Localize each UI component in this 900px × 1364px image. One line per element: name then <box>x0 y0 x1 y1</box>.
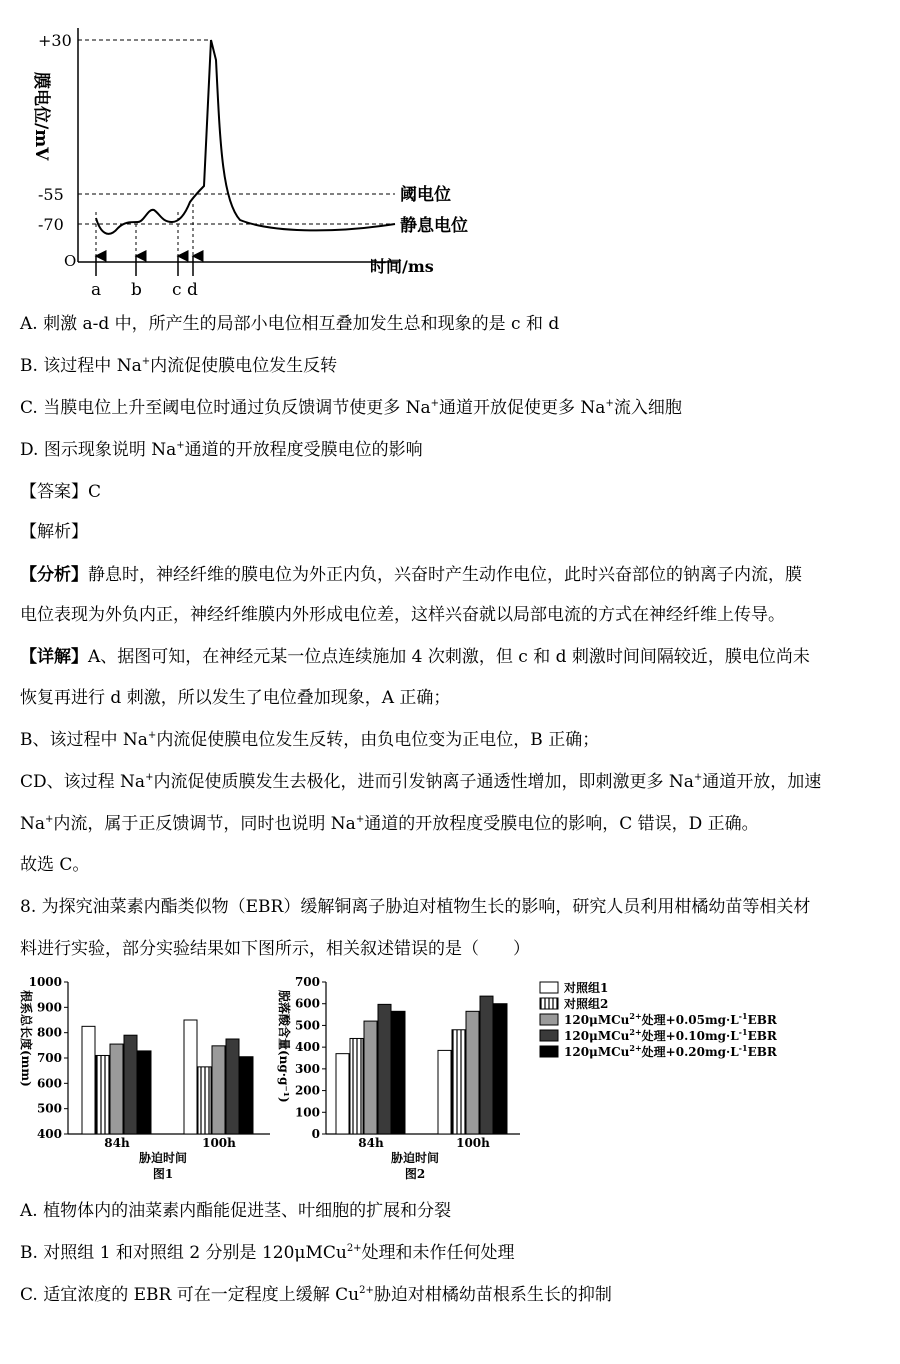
chart-aba-content <box>277 975 520 1181</box>
q7-option-b: B. 该过程中 Na+内流促使膜电位发生反转 <box>20 356 338 376</box>
chart2-ytick-label: 500 <box>294 1018 320 1033</box>
q8-option-a: A. 植物体内的油菜素内酯能促进茎、叶细胞的扩展和分裂 <box>20 1201 452 1221</box>
q8-stem-2: 料进行实验，部分实验结果如下图所示，相关叙述错误的是（ ） <box>20 939 530 959</box>
chart2-bar <box>438 1050 451 1134</box>
q7-fenxi-1: 【分析】静息时，神经纤维的膜电位为外正内负，兴奋时产生动作电位，此时兴奋部位的钠离子内流，膜 <box>20 565 802 585</box>
threshold-label: 阈电位 <box>400 185 451 205</box>
chart2-ytick-label: 600 <box>294 996 320 1011</box>
chart1-ytick-label: 800 <box>36 1025 62 1040</box>
legend-swatch <box>540 982 558 993</box>
legend-label: 120μMCu$^{2+}$处理$+0.10mg\cdot L^{-1}EBR$ <box>564 1027 777 1043</box>
chart1-xlabel: 胁迫时间 <box>138 1151 188 1165</box>
chart2-bar <box>350 1038 363 1134</box>
chart-legend <box>540 980 778 1059</box>
chart2-bar <box>336 1054 349 1134</box>
chart1-ytick-label: 900 <box>36 1000 62 1015</box>
chart1-category-label: 84h <box>104 1136 130 1150</box>
chart1-ytick-label: 700 <box>36 1051 62 1065</box>
origin-label: O <box>64 252 77 270</box>
chart2-ytick-label: 300 <box>294 1061 320 1076</box>
chart1-category-label: 100h <box>202 1136 236 1150</box>
x-axis-label: 时间/ms <box>370 257 434 276</box>
q7-option-d: D. 图示现象说明 Na+通道的开放程度受膜电位的影响 <box>20 440 423 460</box>
chart2-category-label: 100h <box>456 1136 490 1150</box>
q7-answer: 【答案】C <box>20 482 102 502</box>
q7-line-cd-1: CD、该过程 Na+内流促使质膜发生去极化，进而引发钠离子通透性增加，即刺激更多 Na+通道开放，加速 <box>20 772 822 792</box>
chart2-bar <box>452 1030 465 1134</box>
legend-swatch <box>540 1046 558 1057</box>
chart2-bar <box>466 1011 479 1134</box>
chart1-bar <box>138 1051 151 1134</box>
q8-option-b: B. 对照组 1 和对照组 2 分别是 120μMCu$^{2+}$处理和未作任何处理 <box>20 1243 515 1263</box>
chart2-category-label: 84h <box>358 1136 384 1150</box>
legend-swatch <box>540 1014 558 1025</box>
stim-label-c: c <box>172 280 182 300</box>
chart2-bar <box>392 1011 405 1134</box>
q7-conclusion: 故选 C。 <box>20 855 90 875</box>
q7-option-c: C. 当膜电位上升至阈电位时通过负反馈调节使更多 Na+通道开放促使更多 Na+流入细胞 <box>20 398 682 418</box>
membrane-potential-curve <box>96 40 395 234</box>
q8-stem-1: 8. 为探究油菜素内酯类似物（EBR）缓解铜离子胁迫对植物生长的影响，研究人员利用柑橘幼苗等相关材 <box>20 897 811 917</box>
chart2-ytick-label: 0 <box>311 1127 320 1141</box>
stim-label-b: b <box>131 280 142 300</box>
chart2-bar <box>378 1004 391 1134</box>
chart1-bar <box>82 1026 95 1134</box>
chart2-ytick-label: 400 <box>294 1040 320 1055</box>
resting-label: 静息电位 <box>400 216 468 236</box>
stim-label-d: d <box>187 280 198 300</box>
q7-jiexi: 【解析】 <box>20 522 88 542</box>
q7-line-b: B、该过程中 Na+内流促使膜电位发生反转，由负电位变为正电位，B 正确； <box>20 730 600 750</box>
chart1-ytick-label: 1000 <box>28 975 62 989</box>
chart-root-length <box>19 975 270 1181</box>
tick-plus30: +30 <box>38 31 72 50</box>
chart2-bar <box>494 1004 507 1134</box>
tick-minus55: -55 <box>38 185 64 204</box>
chart2-ytick-label: 100 <box>294 1105 320 1120</box>
legend-swatch <box>540 1030 558 1041</box>
q8-option-c: C. 适宜浓度的 EBR 可在一定程度上缓解 $Cu^{2+}$胁迫对柑橘幼苗根系生长的抑制 <box>20 1285 612 1305</box>
chart1-ytick-label: 500 <box>36 1101 62 1116</box>
legend-swatch <box>540 998 558 1009</box>
legend-label: 对照组2 <box>564 997 609 1011</box>
chart1-bar <box>240 1057 253 1134</box>
stim-label-a: a <box>91 280 102 300</box>
legend-label: 120μMCu$^{2+}$处理$+0.20mg\cdot L^{-1}EBR$ <box>564 1043 777 1059</box>
q7-line-cd-2: Na+内流，属于正反馈调节，同时也说明 Na+通道的开放程度受膜电位的影响，C 错误，D 正确。 <box>20 814 759 834</box>
chart2-ytick-label: 700 <box>294 975 320 989</box>
chart1-bar <box>198 1067 211 1134</box>
action-potential-figure <box>0 0 520 300</box>
chart1-ytick-label: 400 <box>36 1127 62 1141</box>
chart2-bar <box>364 1021 377 1134</box>
chart1-ylabel: 根系总长度(mm) <box>19 990 33 1087</box>
chart1-bar <box>124 1035 137 1134</box>
legend-label: 对照组1 <box>564 981 609 995</box>
chart1-bar <box>96 1055 109 1134</box>
chart2-ytick-label: 200 <box>294 1083 320 1098</box>
chart2-title: 图2 <box>404 1167 426 1181</box>
chart1-bar <box>226 1039 239 1134</box>
ebr-bar-charts <box>0 970 900 1190</box>
q7-fenxi-2: 电位表现为外负内正，神经纤维膜内外形成电位差，这样兴奋就以局部电流的方式在神经纤维上传导。 <box>20 605 785 625</box>
legend-label: 120μMCu$^{2+}$处理$+0.05mg\cdot L^{-1}EBR$ <box>564 1011 777 1027</box>
y-axis-label: 膜电位/mV <box>31 72 51 161</box>
q7-option-a: A. 刺激 a-d 中，所产生的局部小电位相互叠加发生总和现象的是 c 和 d <box>20 314 560 334</box>
chart2-ylabel: 脱落酸含量(ng·g⁻¹) <box>277 990 291 1103</box>
tick-minus70: -70 <box>38 215 64 234</box>
chart1-bar <box>110 1044 123 1134</box>
chart1-title: 图1 <box>152 1167 174 1181</box>
chart1-bar <box>184 1020 197 1134</box>
q7-xiangjie-1: 【详解】A、据图可知，在神经元某一位点连续施加 4 次刺激，但 c 和 d 刺激时间间隔较近，膜电位尚未 <box>20 647 810 667</box>
chart2-xlabel: 胁迫时间 <box>390 1151 440 1165</box>
chart1-bar <box>212 1046 225 1134</box>
chart2-bar <box>480 996 493 1134</box>
chart1-ytick-label: 600 <box>36 1076 62 1091</box>
q7-xiangjie-2: 恢复再进行 d 刺激，所以发生了电位叠加现象，A 正确； <box>20 688 451 708</box>
